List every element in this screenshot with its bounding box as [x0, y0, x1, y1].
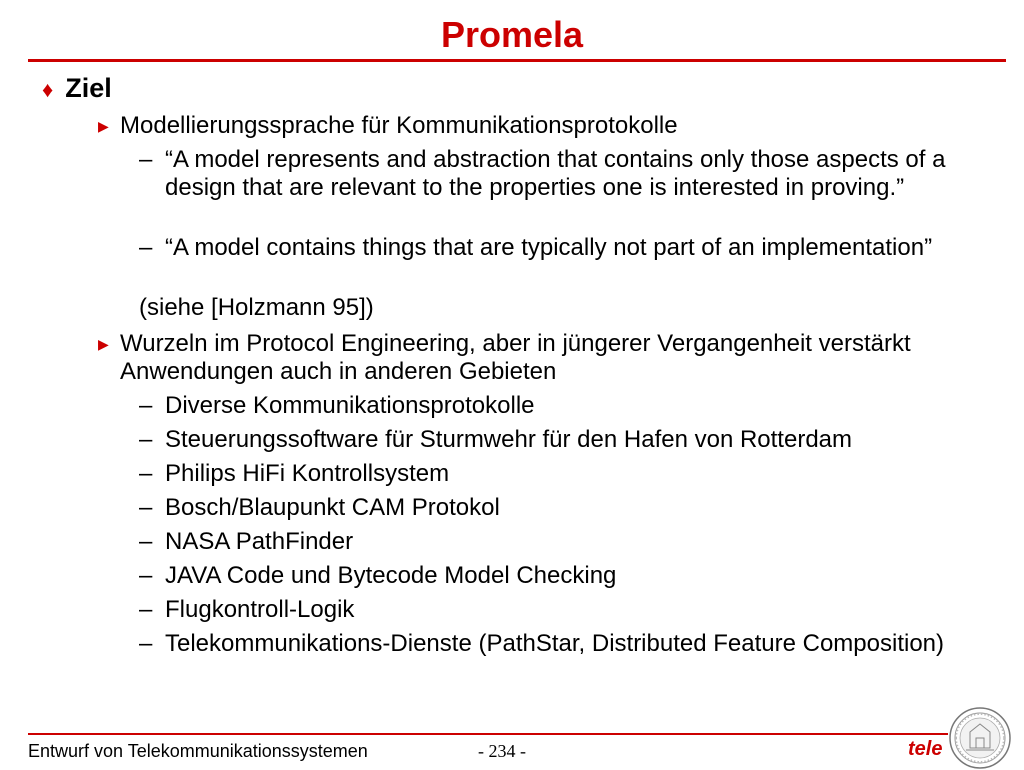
list-item	[139, 426, 985, 454]
dash-bullet: –	[139, 146, 153, 173]
quote-text: “A model contains things that are typically not part of an implementation”	[165, 234, 933, 261]
dash-bullet: –	[139, 460, 153, 487]
list-item	[139, 630, 985, 658]
dash-bullet: –	[139, 494, 153, 521]
tele-logo-text: tele	[908, 738, 943, 760]
list-item-text: Steuerungssoftware für Sturmwehr für den Hafen von Rotterdam	[165, 426, 852, 453]
heading-ziel	[42, 72, 112, 106]
heading-text: Ziel	[65, 73, 112, 103]
list-item-text: Philips HiFi Kontrollsystem	[165, 460, 450, 487]
dash-bullet: –	[139, 234, 153, 261]
list-item	[139, 596, 985, 624]
dash-bullet: –	[139, 426, 153, 453]
list-item-text: JAVA Code und Bytecode Model Checking	[165, 562, 617, 589]
list-item	[139, 494, 985, 522]
list-item	[139, 392, 985, 420]
list-item-text: NASA PathFinder	[165, 528, 354, 555]
dash-bullet: –	[139, 528, 153, 555]
dash-bullet: –	[139, 392, 153, 419]
list-item-text: Diverse Kommunikationsprotokolle	[165, 392, 535, 419]
triangle-bullet-icon: ▶	[98, 118, 109, 134]
list-item-text: Telekommunikations-Dienste (PathStar, Distributed Feature Composition)	[165, 630, 945, 657]
diamond-bullet-icon: ♦	[42, 77, 54, 102]
title-underline	[28, 59, 1006, 62]
footer-course: Entwurf von Telekommunikationssystemen	[28, 741, 368, 761]
section-text: Modellierungssprache für Kommunikationsprotokolle	[120, 112, 678, 139]
page-number: - 234 -	[478, 741, 526, 761]
quote-text: “A model represents and abstraction that contains only those aspects of a design that are relevant to the properties one is interested in proving.”	[165, 146, 946, 201]
dash-bullet: –	[139, 596, 153, 623]
university-seal-icon	[948, 706, 1012, 770]
reference-text: (siehe [Holzmann 95])	[139, 294, 374, 321]
section-text: Wurzeln im Protocol Engineering, aber in jüngerer Vergangenheit verstärkt Anwendungen auch in anderen Gebieten	[120, 330, 911, 385]
section-wurzeln	[98, 330, 1000, 386]
list-item-text: Flugkontroll-Logik	[165, 596, 355, 623]
section-modellierung	[98, 112, 1000, 140]
dash-bullet: –	[139, 562, 153, 589]
list-item-text: Bosch/Blaupunkt CAM Protokol	[165, 494, 500, 521]
list-item	[139, 562, 985, 590]
slide-title: Promela	[440, 14, 584, 55]
triangle-bullet-icon: ▶	[98, 336, 109, 352]
dash-bullet: –	[139, 630, 153, 657]
footer-rule	[28, 733, 948, 735]
list-item	[139, 460, 985, 488]
quote-item	[139, 146, 985, 202]
quote-item	[139, 234, 985, 262]
list-item	[139, 528, 985, 556]
